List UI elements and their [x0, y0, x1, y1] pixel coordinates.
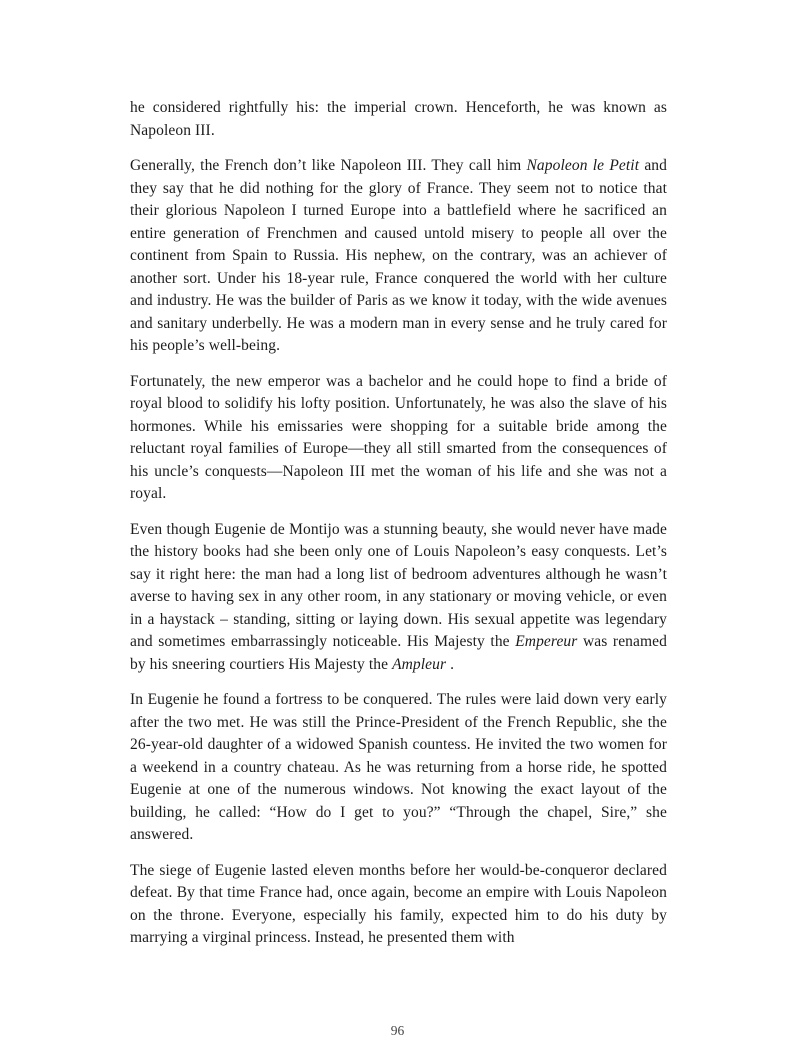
paragraph: [130, 371, 667, 506]
paragraph: [130, 860, 667, 950]
italic-phrase: Empereur: [515, 633, 578, 650]
paragraph: [130, 97, 667, 142]
text-segment: Even though Eugenie de Montijo was a stunning beauty, she would never have made the history books had she been only one of Louis Napoleon’s easy conquests. Let’s say it right here: the man had a long list of bedroom adventures although he wasn’t averse to having sex in any other room, in any stationary or moving vehicle, or even in a haystack – standing, sitting or laying down. His sexual appetite was legendary and sometimes embarrassingly noticeable. His Majesty the: [130, 520, 667, 650]
paragraph: [130, 519, 667, 677]
text-segment: and they say that he did nothing for the glory of France. They seem not to notice that their glorious Napoleon I turned Europe into a battlefield where he sacrificed an entire generation of Frenchmen and caused untold misery to people all over the continent from Spain to Russia. His nephew, on the contrary, was an achiever of another sort. Under his 18-year rule, France conquered the world with her culture and industry. He was the builder of Paris as we know it today, with the wide avenues and sanitary underbelly. He was a modern man in every sense and he truly cared for his people’s well-being.: [130, 157, 667, 354]
paragraph: [130, 689, 667, 847]
italic-phrase: Napoleon le Petit: [526, 157, 640, 174]
paragraph: [130, 155, 667, 358]
page-body: [130, 97, 667, 950]
text-segment: The siege of Eugenie lasted eleven months before her would-be-conqueror declared defeat. By that time France had, once again, become an empire with Louis Napoleon on the throne. Everyone, especially his family, expected him to do his duty by marrying a virginal princess. Instead, he presented them with: [130, 861, 667, 946]
text-segment: he considered rightfully his: the imperial crown. Henceforth, he was known as Napoleon III.: [130, 99, 667, 139]
text-segment: .: [446, 655, 455, 673]
text-segment: was renamed by his sneering courtiers His Majesty the: [130, 633, 667, 673]
text-segment: Fortunately, the new emperor was a bachelor and he could hope to find a bride of royal blood to solidify his lofty position. Unfortunately, he was also the slave of his hormones. While his emissaries were shopping for a suitable bride among the reluctant royal families of Europe—they all still smarted from the consequences of his uncle’s conquests—Napoleon III met the woman of his life and she was not a royal.: [130, 372, 667, 502]
text-segment: In Eugenie he found a fortress to be conquered. The rules were laid down very early after the two met. He was still the Prince-President of the French Republic, she the 26-year-old daughter of a widowed Spanish countess. He invited the two women for a weekend in a country chateau. As he was returning from a horse ride, he spotted Eugenie at one of the numerous windows. Not knowing the exact layout of the building, he called: “How do I get to you?” “Through the chapel, Sire,” she answered.: [130, 691, 667, 843]
text-segment: Generally, the French don’t like Napoleon III. They call him: [130, 157, 527, 174]
page-number: 96: [390, 1023, 405, 1038]
italic-phrase: Ampleur: [392, 655, 447, 673]
